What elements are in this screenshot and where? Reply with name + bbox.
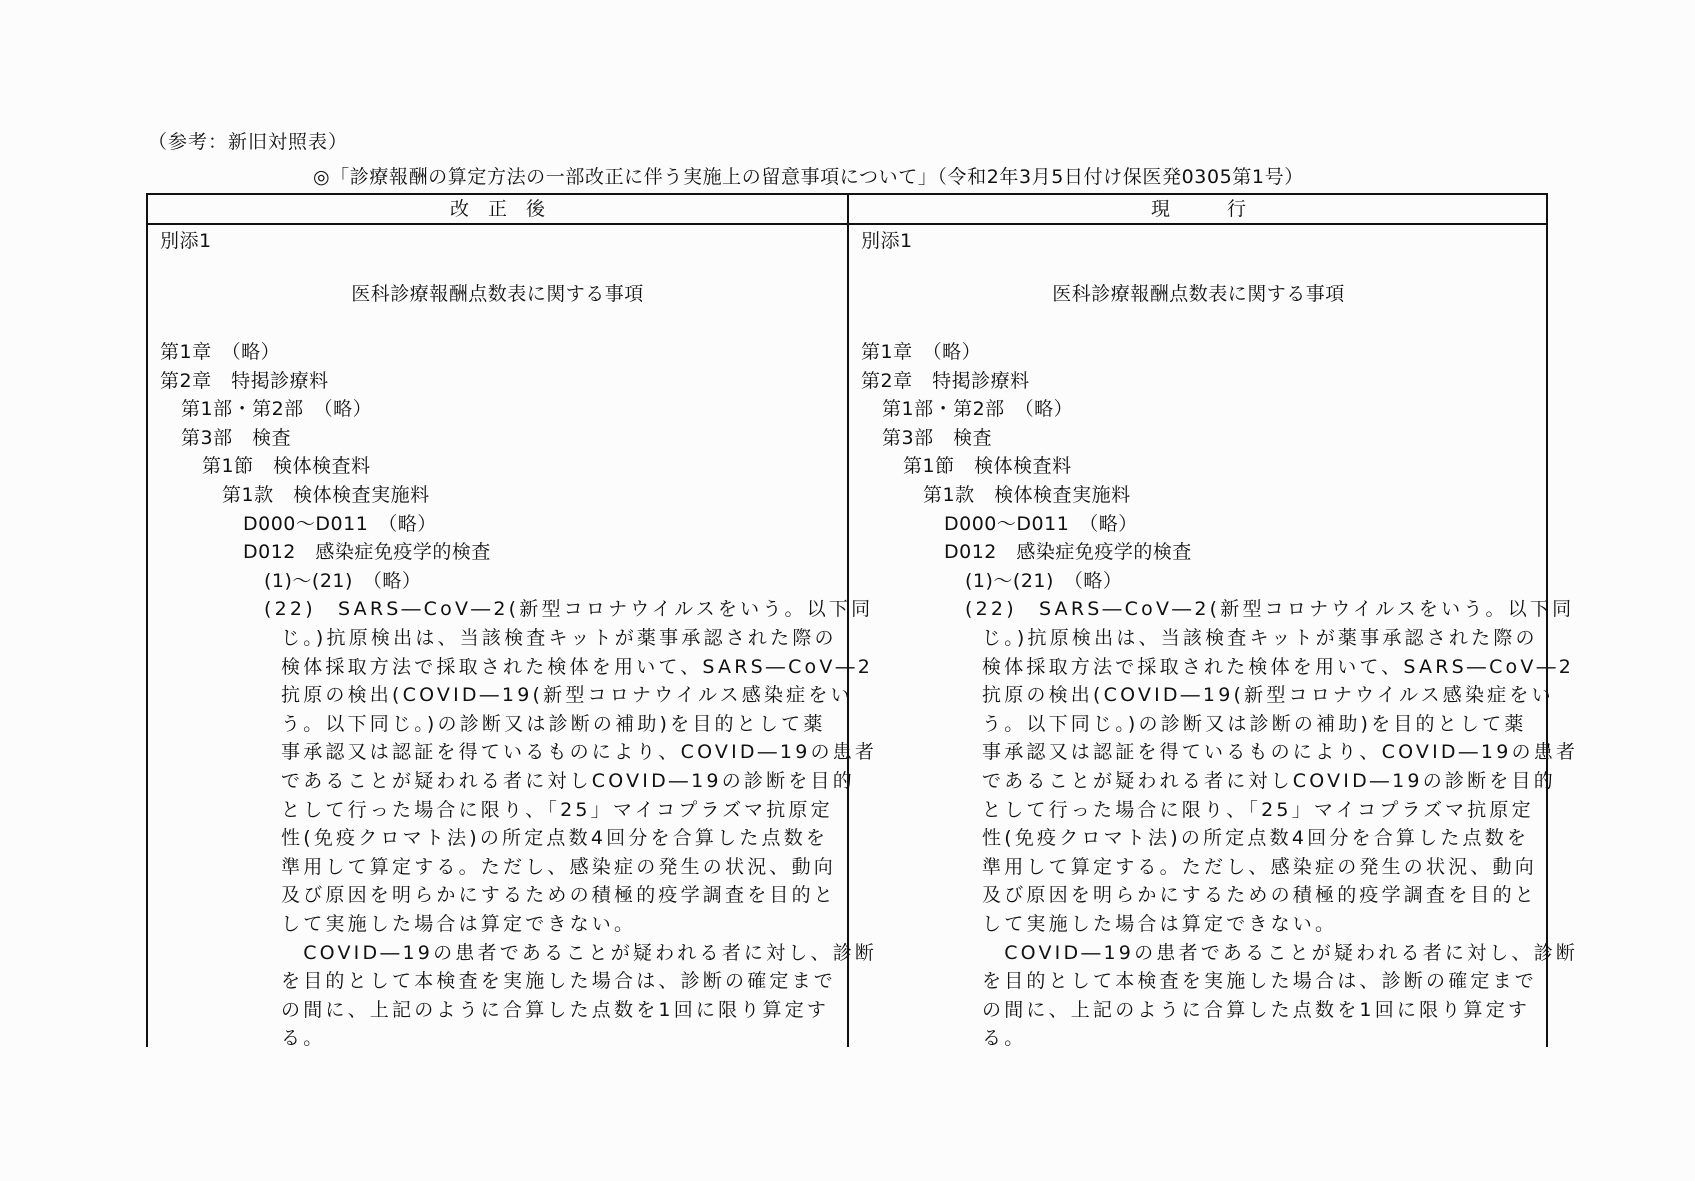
annex-label: 別添1 xyxy=(160,230,212,252)
body-line: 準用して算定する。ただし、感染症の発生の状況、動向 xyxy=(281,855,837,878)
body-line: る。 xyxy=(281,1027,326,1050)
outline-item: (22) SARS―CoV―2(新型コロナウイルスをいう。以下同 xyxy=(264,598,874,621)
body-line: して実施した場合は算定できない。 xyxy=(982,913,1338,935)
body-line: 検体採取方法で採取された検体を用いて、SARS―CoV―2 xyxy=(281,655,874,678)
body-line: COVID―19の患者であることが疑われる者に対し、診断 xyxy=(281,941,878,964)
body-line: を目的として本検査を実施した場合は、診断の確定まで xyxy=(982,970,1538,993)
body-line: として行った場合に限り、「25」マイコプラズマ抗原定 xyxy=(281,798,833,821)
outline-item: 第2章 特掲診療料 xyxy=(861,369,1030,392)
body-line: 準用して算定する。ただし、感染症の発生の状況、動向 xyxy=(982,855,1538,878)
body-line: 検体採取方法で採取された検体を用いて、SARS―CoV―2 xyxy=(982,655,1575,678)
reference-label: （参考：新旧対照表） xyxy=(148,131,349,153)
outline-item: 第1款 検体検査実施料 xyxy=(923,484,1131,506)
section-title: 医科診療報酬点数表に関する事項 xyxy=(1052,283,1345,305)
body-line: う。以下同じ。)の診断又は診断の補助)を目的として薬 xyxy=(281,712,826,735)
outline-item: D012 感染症免疫学的検査 xyxy=(243,541,491,564)
outline-item: D012 感染症免疫学的検査 xyxy=(944,541,1192,564)
body-line: 事承認又は認証を得ているものにより、COVID―19の患者 xyxy=(982,741,1579,764)
outline-item: 第1部・第2部 （略） xyxy=(181,398,373,421)
body-line: 及び原因を明らかにするための積極的疫学調査を目的と xyxy=(982,884,1538,907)
outline-item: 第1章 （略） xyxy=(160,341,281,363)
body-line: 抗原の検出(COVID―19(新型コロナウイルス感染症をい xyxy=(982,684,1554,707)
body-line: 性(免疫クロマト法)の所定点数4回分を合算した点数を xyxy=(281,827,829,850)
body-line: じ。)抗原検出は、当該検査キットが薬事承認された際の xyxy=(281,627,837,649)
outline-item: 第3部 検査 xyxy=(181,426,292,449)
body-line: であることが疑われる者に対しCOVID―19の診断を目的 xyxy=(281,770,855,792)
outline-item: D000～D011 （略） xyxy=(243,512,437,535)
outline-item: 第1節 検体検査料 xyxy=(202,455,371,478)
body-line: として行った場合に限り、「25」マイコプラズマ抗原定 xyxy=(982,798,1534,821)
body-line: であることが疑われる者に対しCOVID―19の診断を目的 xyxy=(982,770,1556,792)
header-revised: 改 正 後 xyxy=(449,198,545,220)
outline-item: 第1節 検体検査料 xyxy=(903,455,1072,478)
outline-item: (1)～(21) （略） xyxy=(965,569,1123,592)
body-line: COVID―19の患者であることが疑われる者に対し、診断 xyxy=(982,941,1579,964)
section-title: 医科診療報酬点数表に関する事項 xyxy=(351,283,644,305)
outline-item: 第1部・第2部 （略） xyxy=(882,398,1074,421)
outline-item: 第1款 検体検査実施料 xyxy=(222,484,430,506)
header-current: 現 行 xyxy=(1150,198,1246,220)
body-line: の間に、上記のように合算した点数を1回に限り算定す xyxy=(982,998,1531,1021)
annex-label: 別添1 xyxy=(861,230,913,252)
document-title: ◎「診療報酬の算定方法の一部改正に伴う実施上の留意事項について」（令和2年3月5日付け保医発0305第1号） xyxy=(313,166,1304,188)
body-line: して実施した場合は算定できない。 xyxy=(281,913,637,935)
current-column xyxy=(849,225,1579,1050)
body-line: 及び原因を明らかにするための積極的疫学調査を目的と xyxy=(281,884,837,907)
outline-item: D000～D011 （略） xyxy=(944,512,1138,535)
outline-item: (1)～(21) （略） xyxy=(264,569,422,592)
body-line: 事承認又は認証を得ているものにより、COVID―19の患者 xyxy=(281,741,878,764)
body-line: を目的として本検査を実施した場合は、診断の確定まで xyxy=(281,970,837,993)
body-line: じ。)抗原検出は、当該検査キットが薬事承認された際の xyxy=(982,627,1538,649)
body-line: う。以下同じ。)の診断又は診断の補助)を目的として薬 xyxy=(982,712,1527,735)
body-line: 性(免疫クロマト法)の所定点数4回分を合算した点数を xyxy=(982,827,1530,850)
comparison-table xyxy=(146,193,1579,1050)
body-line: る。 xyxy=(982,1027,1027,1050)
outline-item: 第3部 検査 xyxy=(882,426,993,449)
outline-item: (22) SARS―CoV―2(新型コロナウイルスをいう。以下同 xyxy=(965,598,1575,621)
outline-item: 第1章 （略） xyxy=(861,341,982,363)
revised-column xyxy=(148,225,878,1050)
body-line: の間に、上記のように合算した点数を1回に限り算定す xyxy=(281,998,830,1021)
outline-item: 第2章 特掲診療料 xyxy=(160,369,329,392)
body-line: 抗原の検出(COVID―19(新型コロナウイルス感染症をい xyxy=(281,684,853,707)
